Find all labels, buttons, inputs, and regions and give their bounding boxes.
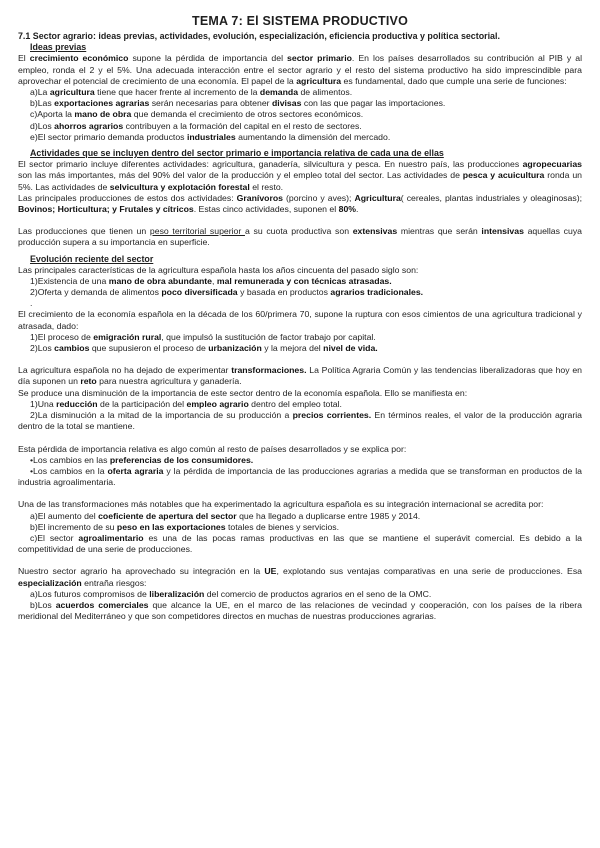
evolucion-paragraph-4: Se produce una disminución de la importancia de este sector dentro de la economía española. Ello se manifiesta en: [18, 387, 468, 398]
evolucion-paragraph-6: Una de las transformaciones más notables que ha experimentado la agricultura española es su integración internacional se acredita por: [18, 499, 544, 510]
evolucion-item-2: 2)Oferta y demanda de alimentos poco diversificada y basada en productos agrarios tradicionales. [30, 287, 424, 298]
actividades-heading: Actividades que se incluyen dentro del sector primario e importancia relativa de cada una de ellas [30, 148, 444, 159]
evolucion-item5-a: a)Los futuros compromisos de liberalización del comercio de productos agrarios en el seno de la OMC. [30, 588, 432, 599]
actividades-paragraph-3: Las producciones que tienen un peso territorial superior a su cuota productiva son extensivas mientras que serán intensivas aquellas cuya producción supera a su importancia en superficie. [18, 226, 582, 248]
evolucion-item3-1: 1)Una reducción de la participación del empleo agrario dentro del empleo total. [30, 398, 342, 409]
evolucion-item-1: 1)Existencia de una mano de obra abundante, mal remunerada y con técnicas atrasadas. [30, 276, 392, 287]
function-item-e: e)El sector primario demanda productos industriales aumentando la dimensión del mercado. [30, 131, 391, 142]
bullet-item-2: •Los cambios en la oferta agraria y la pérdida de importancia de las producciones agrarias a medida que se transforman en productos de la industria agroalimentaria. [18, 465, 582, 488]
function-item-d: d)Los ahorros agrarios contribuyen a la formación del capital en el resto de sectores. [30, 120, 362, 131]
document-title: TEMA 7: El SISTEMA PRODUCTIVO [192, 14, 408, 28]
actividades-paragraph-2: Las principales producciones de estos dos actividades: Granívoros (porcino y aves); Agricultura( cereales, plantas industriales y oleaginosas); Bovinos; Horticultura; y Frutales y cítricos. Estas cinco actividades, suponen el 80%. [18, 192, 582, 215]
evolucion-item2-2: 2)Los cambios que supusieron el proceso de urbanización y la mejora del nivel de vida. [30, 343, 378, 354]
function-item-b: b)Las exportaciones agrarias serán necesarias para obtener divisas con las que pagar las importaciones. [30, 98, 446, 109]
evolucion-heading: Evolución reciente del sector [30, 253, 154, 264]
evolucion-paragraph-7: Nuestro sector agrario ha aprovechado su integración en la UE, explotando sus ventajas comparativas en una serie de producciones. Esa especialización entraña riesgos: [18, 566, 582, 588]
evolucion-item4-b: b)El incremento de su peso en las exportaciones totales de bienes y servicios. [30, 521, 340, 532]
evolucion-paragraph-2: El crecimiento de la economía española en la década de los 60/primera 70, supone la ruptura con esos cimientos de una agricultura tradicional y atrasada, dado: [18, 309, 582, 331]
bullet-item-1: •Los cambios en las preferencias de los consumidores. [30, 454, 254, 465]
actividades-paragraph-1: El sector primario incluye diferentes actividades: agricultura, ganadería, silvicultura y pesca. En nuestro país, las producciones agropecuarias son las más importantes, más del 90% del valor de la producción y el empleo total del sector. Las actividades de pesca y acuicultura ronda un 5%. Las actividades de selvicultura y explotación forestal el resto. [18, 159, 583, 192]
evolucion-paragraph-3: La agricultura española no ha dejado de experimentar transformaciones. La Política Agraria Común y las tendencias liberalizadoras que hoy en día suponen un reto para nuestra agricultura y ganadería. [18, 365, 582, 387]
evolucion-item4-a: a)El aumento del coeficiente de apertura del sector que ha llegado a duplicarse entre 1985 y 2014. [30, 510, 421, 521]
section-heading: 7.1 Sector agrario: ideas previas, actividades, evolución, especialización, eficiencia productiva y política sectorial. [18, 31, 500, 41]
function-item-a: a)La agricultura tiene que hacer frente al incremento de la demanda de alimentos. [30, 87, 353, 98]
evolucion-item5-b: b)Los acuerdos comerciales que alcance la UE, en el marco de las relaciones de vecindad y cooperación, con los países de la ribera meridional del Mediterráneo y que son competidores directos en muchas de nuestras producciones agrarias. [18, 599, 582, 622]
evolucion-item4-c: c)El sector agroalimentario es una de las pocas ramas productivas en las que se mantiene el superávit comercial. Es debido a la competitividad de una serie de producciones. [18, 532, 582, 555]
stray-dot: . [30, 298, 33, 309]
evolucion-paragraph-5: Esta pérdida de importancia relativa es algo común al resto de países desarrollados y se explica por: [18, 443, 407, 454]
evolucion-intro: Las principales características de la agricultura española hasta los años cincuenta del pasado siglo son: [18, 264, 419, 275]
evolucion-item2-1: 1)El proceso de emigración rural, que impulsó la sustitución de factor trabajo por capital. [30, 331, 376, 342]
ideas-heading: Ideas previas [30, 42, 87, 53]
function-item-c: c)Aporta la mano de obra que demanda el crecimiento de otros sectores económicos. [30, 109, 364, 120]
evolucion-item3-2: 2)La disminución a la mitad de la importancia de su producción a precios corrientes. En términos reales, el valor de la producción agraria dentro de la total se mantiene. [18, 410, 582, 432]
ideas-paragraph: El crecimiento económico supone la pérdida de importancia del sector primario. En los países desarrollados su contribución al PIB y al empleo, ronda el 2 y el 5%. Una adecuada interacción entre el sector agrario y el resto del sistema productivo ha sido imprescindible para aprovechar el potencial de crecimiento de una economía. El papel de la agricultura es fundamental, dado que cumple una serie de funciones: [18, 53, 583, 86]
